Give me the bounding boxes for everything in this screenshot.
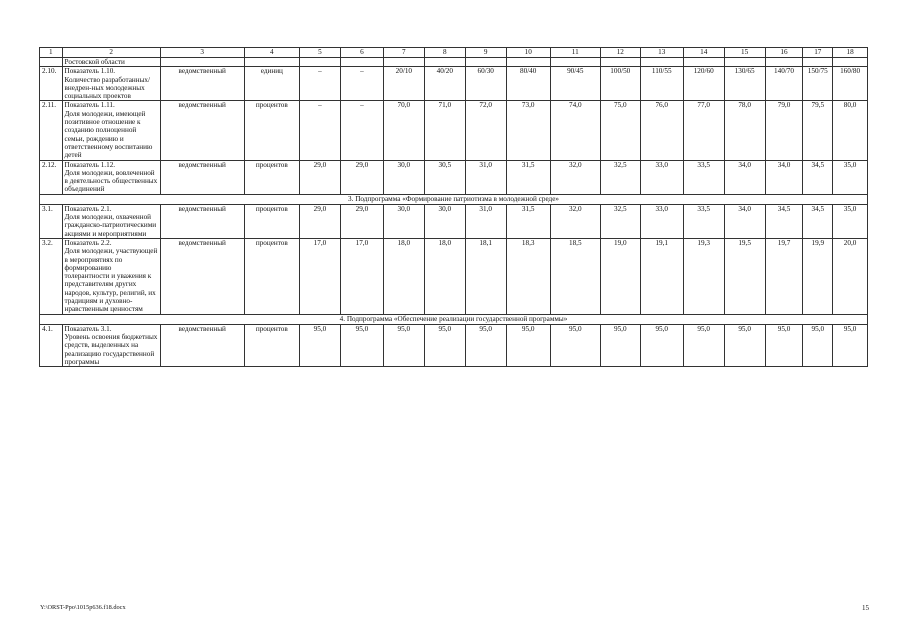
indicator-value: 150/75 bbox=[803, 67, 833, 101]
indicator-value: 32,5 bbox=[600, 160, 640, 194]
indicator-value: 95,0 bbox=[765, 324, 803, 366]
empty-cell bbox=[160, 58, 244, 67]
indicator-name: Показатель 3.1. Уровень освоения бюджетных средств, выделенных на реализацию государственной программы bbox=[62, 324, 160, 366]
indicator-value: 95,0 bbox=[383, 324, 424, 366]
empty-cell bbox=[683, 58, 724, 67]
indicator-value: 20/10 bbox=[383, 67, 424, 101]
indicator-value: 29,0 bbox=[340, 160, 383, 194]
row-number: 2.10. bbox=[40, 67, 63, 101]
subprogram-title: 3. Подпрограмма «Формирование патриотизма в молодежной среде» bbox=[40, 194, 868, 204]
row-number: 4.1. bbox=[40, 324, 63, 366]
indicator-value: 18,1 bbox=[465, 238, 506, 314]
indicator-value: 60/30 bbox=[465, 67, 506, 101]
indicator-unit: единиц bbox=[244, 67, 299, 101]
column-number-cell: 17 bbox=[803, 48, 833, 58]
empty-cell bbox=[244, 58, 299, 67]
empty-cell bbox=[724, 58, 765, 67]
indicator-value: – bbox=[299, 67, 340, 101]
empty-cell bbox=[803, 58, 833, 67]
indicator-value: 160/80 bbox=[833, 67, 868, 101]
indicator-value: 95,0 bbox=[600, 324, 640, 366]
indicator-name: Показатель 1.10. Количество разработанных/внедрен-ных молодежных социальных проектов bbox=[62, 67, 160, 101]
indicator-value: 32,0 bbox=[550, 204, 600, 238]
indicator-value: 95,0 bbox=[424, 324, 465, 366]
indicator-value: 19,5 bbox=[724, 238, 765, 314]
column-number-row bbox=[40, 48, 868, 58]
indicator-value: 77,0 bbox=[683, 101, 724, 160]
empty-cell bbox=[340, 58, 383, 67]
indicator-value: 32,5 bbox=[600, 204, 640, 238]
indicator-value: 100/50 bbox=[600, 67, 640, 101]
indicator-value: 71,0 bbox=[424, 101, 465, 160]
indicator-value: 20,0 bbox=[833, 238, 868, 314]
indicator-value: – bbox=[340, 101, 383, 160]
column-number-cell: 2 bbox=[62, 48, 160, 58]
indicator-row bbox=[40, 238, 868, 314]
indicator-value: 31,5 bbox=[506, 204, 550, 238]
indicator-value: 95,0 bbox=[340, 324, 383, 366]
indicator-value: 95,0 bbox=[506, 324, 550, 366]
indicator-value: 19,9 bbox=[803, 238, 833, 314]
indicator-value: 19,7 bbox=[765, 238, 803, 314]
indicator-value: 30,0 bbox=[383, 204, 424, 238]
indicator-source: ведомственный bbox=[160, 204, 244, 238]
indicator-row bbox=[40, 67, 868, 101]
indicator-value: 17,0 bbox=[340, 238, 383, 314]
column-number-cell: 11 bbox=[550, 48, 600, 58]
indicator-value: 29,0 bbox=[299, 204, 340, 238]
indicator-value: 95,0 bbox=[299, 324, 340, 366]
indicator-value: 70,0 bbox=[383, 101, 424, 160]
empty-cell bbox=[383, 58, 424, 67]
indicator-name: Показатель 2.1. Доля молодежи, охваченной гражданско-патриотическими акциями и мероприятиями bbox=[62, 204, 160, 238]
column-number-cell: 5 bbox=[299, 48, 340, 58]
indicator-value: 79,5 bbox=[803, 101, 833, 160]
indicator-name: Показатель 2.2. Доля молодежи, участвующей в мероприятиях по формированию толерантности и уважения к представителям других народов, культур, религий, их традициям и духовно-нравственным ценностям bbox=[62, 238, 160, 314]
empty-cell bbox=[833, 58, 868, 67]
indicator-value: 110/55 bbox=[640, 67, 683, 101]
indicator-value: 75,0 bbox=[600, 101, 640, 160]
column-number-cell: 15 bbox=[724, 48, 765, 58]
indicator-unit: процентов bbox=[244, 204, 299, 238]
indicator-row bbox=[40, 204, 868, 238]
indicator-value: 95,0 bbox=[833, 324, 868, 366]
empty-cell bbox=[299, 58, 340, 67]
page-number: 15 bbox=[862, 604, 869, 612]
indicator-value: 76,0 bbox=[640, 101, 683, 160]
column-number-cell: 16 bbox=[765, 48, 803, 58]
indicator-name: Показатель 1.12. Доля молодежи, вовлеченной в деятельность общественных объединений bbox=[62, 160, 160, 194]
indicator-value: 72,0 bbox=[465, 101, 506, 160]
row-number: 3.1. bbox=[40, 204, 63, 238]
indicator-value: 30,0 bbox=[383, 160, 424, 194]
indicator-value: 31,0 bbox=[465, 204, 506, 238]
indicator-value: 31,0 bbox=[465, 160, 506, 194]
indicator-value: 120/60 bbox=[683, 67, 724, 101]
indicator-source: ведомственный bbox=[160, 101, 244, 160]
indicator-value: 18,0 bbox=[424, 238, 465, 314]
indicator-source: ведомственный bbox=[160, 324, 244, 366]
column-number-cell: 12 bbox=[600, 48, 640, 58]
indicator-value: 90/45 bbox=[550, 67, 600, 101]
column-number-cell: 14 bbox=[683, 48, 724, 58]
indicator-value: 33,5 bbox=[683, 160, 724, 194]
continuation-text: Ростовской области bbox=[62, 58, 160, 67]
indicator-value: 18,5 bbox=[550, 238, 600, 314]
indicator-value: 130/65 bbox=[724, 67, 765, 101]
row-number: 2.11. bbox=[40, 101, 63, 160]
table-body bbox=[40, 48, 868, 367]
indicator-value: 30,5 bbox=[424, 160, 465, 194]
column-number-cell: 1 bbox=[40, 48, 63, 58]
indicator-unit: процентов bbox=[244, 101, 299, 160]
indicator-value: 40/20 bbox=[424, 67, 465, 101]
empty-cell bbox=[600, 58, 640, 67]
indicator-source: ведомственный bbox=[160, 67, 244, 101]
indicator-value: 33,5 bbox=[683, 204, 724, 238]
indicator-source: ведомственный bbox=[160, 160, 244, 194]
indicator-value: 18,3 bbox=[506, 238, 550, 314]
indicator-value: 95,0 bbox=[550, 324, 600, 366]
indicator-value: – bbox=[340, 67, 383, 101]
indicator-value: 33,0 bbox=[640, 160, 683, 194]
indicator-row bbox=[40, 324, 868, 366]
empty-cell bbox=[765, 58, 803, 67]
indicator-value: 31,5 bbox=[506, 160, 550, 194]
indicator-value: 73,0 bbox=[506, 101, 550, 160]
indicator-value: 80/40 bbox=[506, 67, 550, 101]
indicator-value: 80,0 bbox=[833, 101, 868, 160]
indicator-value: – bbox=[299, 101, 340, 160]
column-number-cell: 13 bbox=[640, 48, 683, 58]
indicator-value: 19,1 bbox=[640, 238, 683, 314]
indicator-value: 78,0 bbox=[724, 101, 765, 160]
indicator-unit: процентов bbox=[244, 324, 299, 366]
indicator-value: 95,0 bbox=[683, 324, 724, 366]
row-number: 2.12. bbox=[40, 160, 63, 194]
indicator-value: 95,0 bbox=[803, 324, 833, 366]
column-number-cell: 4 bbox=[244, 48, 299, 58]
indicators-table bbox=[39, 47, 868, 367]
indicator-row bbox=[40, 101, 868, 160]
indicator-name: Показатель 1.11. Доля молодежи, имеющей позитивное отношение к созданию полноценной семьи, рождению и ответственному воспитанию детей bbox=[62, 101, 160, 160]
indicator-value: 34,5 bbox=[803, 204, 833, 238]
subprogram-title: 4. Подпрограмма «Обеспечение реализации государственной программы» bbox=[40, 314, 868, 324]
column-number-cell: 8 bbox=[424, 48, 465, 58]
indicator-value: 18,0 bbox=[383, 238, 424, 314]
indicator-value: 17,0 bbox=[299, 238, 340, 314]
indicator-value: 34,0 bbox=[724, 204, 765, 238]
indicator-value: 95,0 bbox=[640, 324, 683, 366]
indicator-value: 34,5 bbox=[765, 204, 803, 238]
column-number-cell: 6 bbox=[340, 48, 383, 58]
column-number-cell: 7 bbox=[383, 48, 424, 58]
indicator-value: 95,0 bbox=[465, 324, 506, 366]
empty-cell bbox=[40, 58, 63, 67]
indicator-unit: процентов bbox=[244, 238, 299, 314]
empty-cell bbox=[506, 58, 550, 67]
continuation-row bbox=[40, 58, 868, 67]
indicator-row bbox=[40, 160, 868, 194]
footer-file-path: Y:\ORST-Ppo\1015p636.f18.docx bbox=[40, 604, 126, 611]
indicator-source: ведомственный bbox=[160, 238, 244, 314]
indicator-unit: процентов bbox=[244, 160, 299, 194]
empty-cell bbox=[465, 58, 506, 67]
empty-cell bbox=[424, 58, 465, 67]
empty-cell bbox=[640, 58, 683, 67]
indicator-value: 34,0 bbox=[724, 160, 765, 194]
row-number: 3.2. bbox=[40, 238, 63, 314]
empty-cell bbox=[550, 58, 600, 67]
indicator-value: 30,0 bbox=[424, 204, 465, 238]
indicator-value: 33,0 bbox=[640, 204, 683, 238]
indicator-value: 29,0 bbox=[340, 204, 383, 238]
indicator-value: 19,3 bbox=[683, 238, 724, 314]
indicator-value: 140/70 bbox=[765, 67, 803, 101]
indicator-value: 29,0 bbox=[299, 160, 340, 194]
indicator-value: 34,5 bbox=[803, 160, 833, 194]
subprogram-section-row bbox=[40, 314, 868, 324]
indicator-value: 34,0 bbox=[765, 160, 803, 194]
column-number-cell: 18 bbox=[833, 48, 868, 58]
indicator-value: 95,0 bbox=[724, 324, 765, 366]
indicator-value: 74,0 bbox=[550, 101, 600, 160]
column-number-cell: 9 bbox=[465, 48, 506, 58]
column-number-cell: 3 bbox=[160, 48, 244, 58]
subprogram-section-row bbox=[40, 194, 868, 204]
indicator-value: 79,0 bbox=[765, 101, 803, 160]
indicator-value: 32,0 bbox=[550, 160, 600, 194]
indicator-value: 19,0 bbox=[600, 238, 640, 314]
indicator-value: 35,0 bbox=[833, 204, 868, 238]
indicator-value: 35,0 bbox=[833, 160, 868, 194]
column-number-cell: 10 bbox=[506, 48, 550, 58]
